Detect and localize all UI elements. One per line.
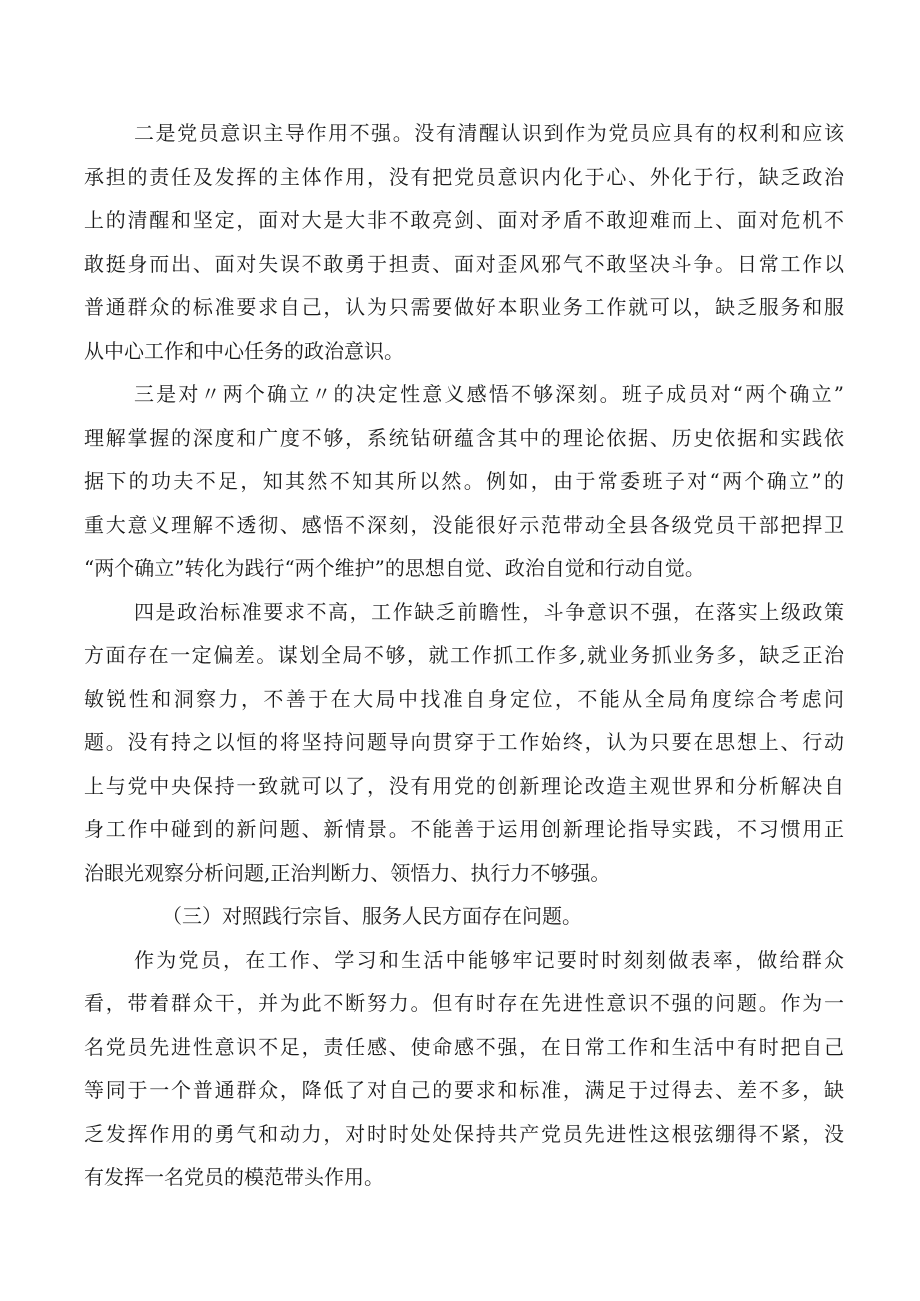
paragraph-line: 四是政治标准要求不高，工作缺乏前瞻性，斗争意识不强，在落实上级政策	[134, 599, 844, 624]
paragraph-line: 据下的功夫不足，知其然不知其所以然。例如，由于常委班子对“两个确立”的	[84, 469, 844, 493]
paragraph-line: 作为党员，在工作、学习和生活中能够牢记要时时刻刻做表率，做给群众	[134, 947, 844, 972]
paragraph-line: 敢挺身而出、面对失误不敢勇于担责、面对歪风邪气不敢坚决斗争。日常工作以	[84, 251, 844, 276]
paragraph-line: 治眼光观察分析问题,正治判断力、领悟力、执行力不够强。	[84, 860, 611, 885]
paragraph-line: 有发挥一名党员的模范带头作用。	[84, 1165, 384, 1189]
section-heading	[84, 895, 844, 939]
paragraph-line: 名党员先进性意识不足，责任感、使命感不强，在日常工作和生活中有时把自己	[84, 1034, 844, 1059]
paragraph-line: 上与党中央保持一致就可以了，没有用党的创新理论改造主观世界和分析解决自	[84, 773, 844, 798]
paragraph-line: 三是对〃两个确立〃的决定性意义感悟不够深刻。班子成员对“两个确立”	[134, 382, 844, 406]
paragraph-line: 重大意义理解不透彻、感悟不深刻，没能很好示范带动全县各级党员干部把捍卫	[84, 512, 844, 537]
paragraph-line: 上的清醒和坚定，面对大是大非不敢亮剑、面对矛盾不敢迎难而上、面对危机不	[84, 208, 844, 232]
paragraph-serve-people	[84, 939, 844, 1200]
paragraph-party-awareness	[84, 112, 844, 373]
paragraph-line: 理解掌握的深度和广度不够，系统钻研蕴含其中的理论依据、历史依据和实践依	[84, 425, 844, 450]
paragraph-line: 方面存在一定偏差。谋划全局不够，就工作抓工作多,就业务抓业务多，缺乏正治	[84, 643, 844, 667]
paragraph-line: 普通群众的标准要求自己，认为只需要做好本职业务工作就可以，缺乏服务和服	[84, 295, 844, 319]
document-body	[84, 112, 844, 1200]
paragraph-line: 身工作中碰到的新问题、新情景。不能善于运用创新理论指导实践，不习惯用正	[84, 817, 844, 841]
section-heading-text: （三）对照践行宗旨、服务人民方面存在问题。	[162, 904, 582, 928]
paragraph-line: “两个确立”转化为践行“两个维护”的思想自觉、政治自觉和行动自觉。	[84, 556, 705, 580]
paragraph-line: 二是党员意识主导作用不强。没有清醒认识到作为党员应具有的权利和应该	[134, 121, 844, 145]
paragraph-line: 乏发挥作用的勇气和动力，对时时处处保持共产党员先进性这根弦绷得不紧，没	[84, 1121, 844, 1146]
paragraph-line: 看，带着群众干，并为此不断努力。但有时存在先进性意识不强的问题。作为一	[84, 991, 844, 1015]
paragraph-line: 从中心工作和中心任务的政治意识。	[84, 338, 404, 363]
paragraph-line: 题。没有持之以恒的将坚持问题导向贯穿于工作始终，认为只要在思想上、行动	[84, 730, 844, 754]
paragraph-line: 敏锐性和洞察力，不善于在大局中找准自身定位，不能从全局角度综合考虑问	[84, 686, 844, 711]
paragraph-line: 等同于一个普通群众，降低了对自己的要求和标准，满足于过得去、差不多，缺	[84, 1078, 844, 1102]
paragraph-line: 承担的责任及发挥的主体作用，没有把党员意识内化于心、外化于行，缺乏政治	[84, 164, 844, 189]
paragraph-political-standards	[84, 591, 844, 896]
paragraph-two-establishments	[84, 373, 844, 591]
